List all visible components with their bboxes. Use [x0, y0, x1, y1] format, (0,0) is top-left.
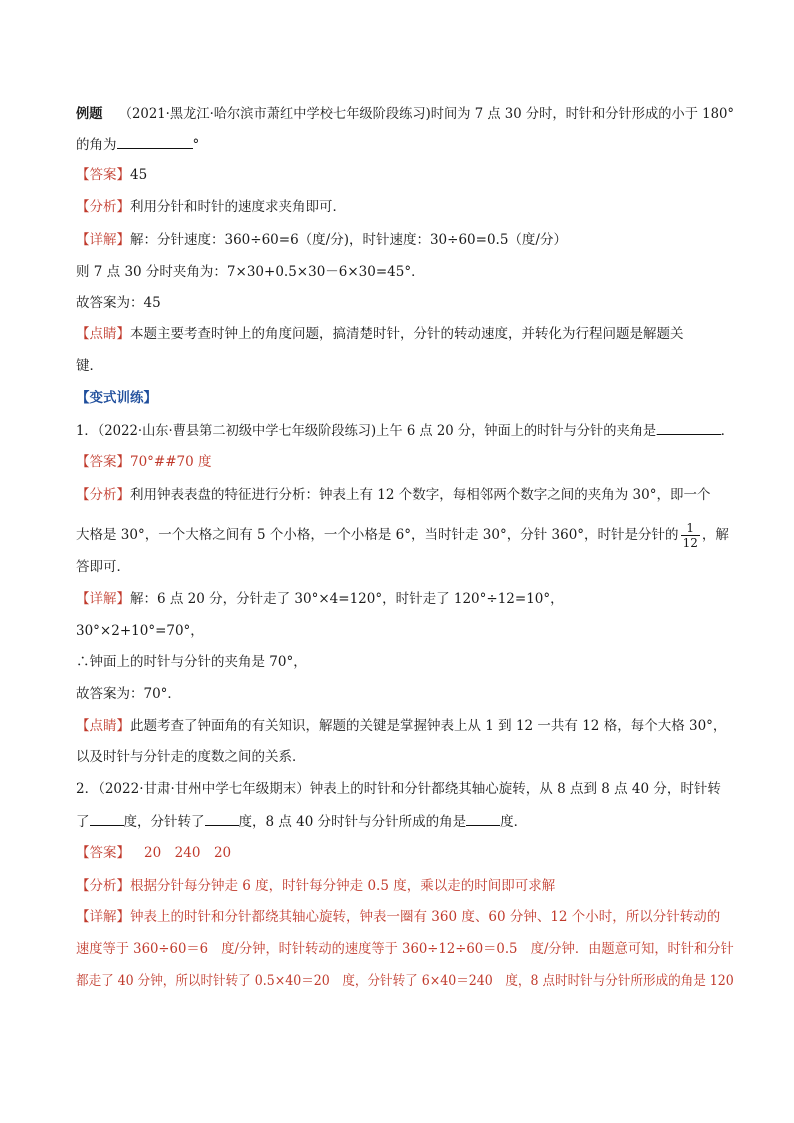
- answer-value: 20 240 20: [144, 845, 232, 861]
- fraction-numerator: 1: [681, 521, 700, 536]
- q2-text: 度，分针转了: [123, 814, 205, 830]
- answer-blank: [117, 134, 193, 149]
- example-question-line1: [76, 104, 734, 124]
- comment-text: 本题主要考查时钟上的角度问题，搞清楚时针，分针的转动速度，并转化为行程问题是解题关: [130, 326, 684, 342]
- example-analysis: [76, 197, 346, 217]
- q2-question-1: [76, 779, 721, 799]
- q1-detail-4: [76, 684, 181, 704]
- detail-text: 故答案为：70°．: [76, 686, 181, 702]
- fraction-denominator: 12: [682, 536, 698, 550]
- detail-tag: 【详解】: [76, 591, 130, 607]
- q1-comment-1: [76, 716, 726, 736]
- q2-detail-3: [76, 971, 734, 991]
- analysis-tag: 【分析】: [76, 878, 130, 894]
- answer-blank: [656, 420, 721, 435]
- degree-sign: °: [192, 137, 200, 153]
- detail-text: 30°×2+10°=70°，: [76, 623, 204, 639]
- detail-text: ∴钟面上的时针与分针的夹角是 70°，: [76, 654, 307, 670]
- detail-text: 速度等于 360÷60＝6 度/分钟，时针转动的速度等于 360÷12÷60＝0.5 度/分钟．由题意可知，时针和分针: [76, 941, 734, 957]
- q1-number: 1．: [76, 423, 98, 439]
- q1-text: 上午 6 点 20 分，钟面上的时针与分针的夹角是: [376, 423, 657, 439]
- q2-text: 钟表上的时针和分针都绕其轴心旋转，从 8 点到 8 点 40 分，时针转: [309, 781, 721, 797]
- example-comment-1: [76, 324, 684, 344]
- q2-number: 2．: [76, 781, 99, 797]
- q1-analysis-3: [76, 557, 130, 577]
- example-line2-prefix: 的角为: [76, 137, 117, 153]
- q1-detail-2: [76, 621, 204, 641]
- detail-text: 解：分针速度：360÷60=6（度/分)，时针速度：30÷60=0.5（度/分）: [130, 232, 567, 248]
- detail-text: 钟表上的时针和分针都绕其轴心旋转，钟表一圈有 360 度、60 分钟、12 个小时，所以分针转动的: [130, 909, 721, 925]
- detail-text: 解：6 点 20 分，分针走了 30°×4=120°，时针走了 120°÷12=10°，: [130, 591, 564, 607]
- detail-tag: 【详解】: [76, 232, 130, 248]
- example-detail-2: [76, 262, 425, 282]
- q2-text: 度，8 点 40 分时针与分针所成的角是: [238, 814, 467, 830]
- q2-detail-2: [76, 939, 734, 959]
- example-text: 时间为 7 点 30 分时，时针和分针形成的小于 180°: [430, 106, 735, 122]
- answer-tag: 【答案】: [76, 845, 130, 861]
- variant-heading-text: 【变式训练】: [76, 390, 157, 406]
- comment-text: 键．: [76, 358, 103, 374]
- analysis-text: 根据分针每分钟走 6 度，时针每分钟走 0.5 度，乘以走的时间即可求解: [130, 878, 556, 894]
- q1-end: ．: [720, 423, 734, 439]
- answer-blank: [466, 811, 500, 826]
- answer-tag: 【答案】: [76, 167, 130, 183]
- q2-detail-1: [76, 907, 720, 927]
- example-comment-2: [76, 356, 103, 376]
- q1-analysis-1: [76, 485, 710, 505]
- example-detail-1: [76, 230, 567, 250]
- detail-text: 则 7 点 30 分时夹角为：7×30+0.5×30－6×30=45°．: [76, 264, 425, 280]
- example-answer: [76, 165, 147, 185]
- q2-analysis: [76, 876, 555, 896]
- comment-tag: 【点睛】: [76, 718, 130, 734]
- comment-text: 此题考查了钟面角的有关知识，解题的关键是掌握钟表上从 1 到 12 一共有 12 格，每个大格 30°，: [130, 718, 727, 734]
- q2-source: （2022·甘肃·甘州中学七年级期末）: [98, 781, 310, 797]
- q1-comment-2: [76, 747, 306, 767]
- detail-text: 故答案为：45: [76, 295, 161, 311]
- answer-value: 45: [130, 167, 148, 183]
- q2-answer: [76, 843, 231, 863]
- analysis-text: ，解: [701, 527, 729, 543]
- example-source: （2021·黑龙江·哈尔滨市萧红中学校七年级阶段练习): [118, 106, 431, 122]
- detail-tag: 【详解】: [76, 909, 130, 925]
- q2-question-2: [76, 811, 527, 832]
- fraction: [681, 521, 700, 550]
- q1-analysis-2: [76, 521, 729, 550]
- q2-text: 度．: [500, 814, 528, 830]
- example-question-line2: [76, 134, 199, 155]
- q2-text: 了: [76, 814, 90, 830]
- answer-tag: 【答案】: [76, 454, 130, 470]
- variant-heading: [76, 388, 157, 408]
- answer-blank: [205, 811, 239, 826]
- analysis-tag: 【分析】: [76, 487, 130, 503]
- q1-question: [76, 420, 734, 441]
- analysis-tag: 【分析】: [76, 199, 130, 215]
- answer-blank: [90, 811, 124, 826]
- comment-tag: 【点睛】: [76, 326, 130, 342]
- q1-answer: [76, 452, 212, 472]
- q1-detail-1: [76, 589, 564, 609]
- example-detail-3: [76, 293, 161, 313]
- analysis-text: 答即可．: [76, 559, 130, 575]
- comment-text: 以及时针与分针走的度数之间的关系．: [76, 749, 306, 765]
- example-label: 例题: [76, 106, 103, 122]
- q1-detail-3: [76, 652, 307, 672]
- detail-text: 都走了 40 分钟，所以时针转了 0.5×40＝20 度，分针转了 6×40＝240 度，8 点时时针与分针所形成的角是 120: [76, 973, 734, 989]
- answer-value: 70°##70 度: [130, 454, 212, 470]
- q1-source: （2022·山东·曹县第二初级中学七年级阶段练习): [97, 423, 377, 439]
- analysis-text: 利用分针和时针的速度求夹角即可．: [130, 199, 346, 215]
- analysis-text: 利用钟表表盘的特征进行分析：钟表上有 12 个数字，每相邻两个数字之间的夹角为 30°，即一个: [130, 487, 711, 503]
- analysis-text: 大格是 30°，一个大格之间有 5 个小格，一个小格是 6°，当时针走 30°，分针 360°，时针是分针的: [76, 527, 679, 543]
